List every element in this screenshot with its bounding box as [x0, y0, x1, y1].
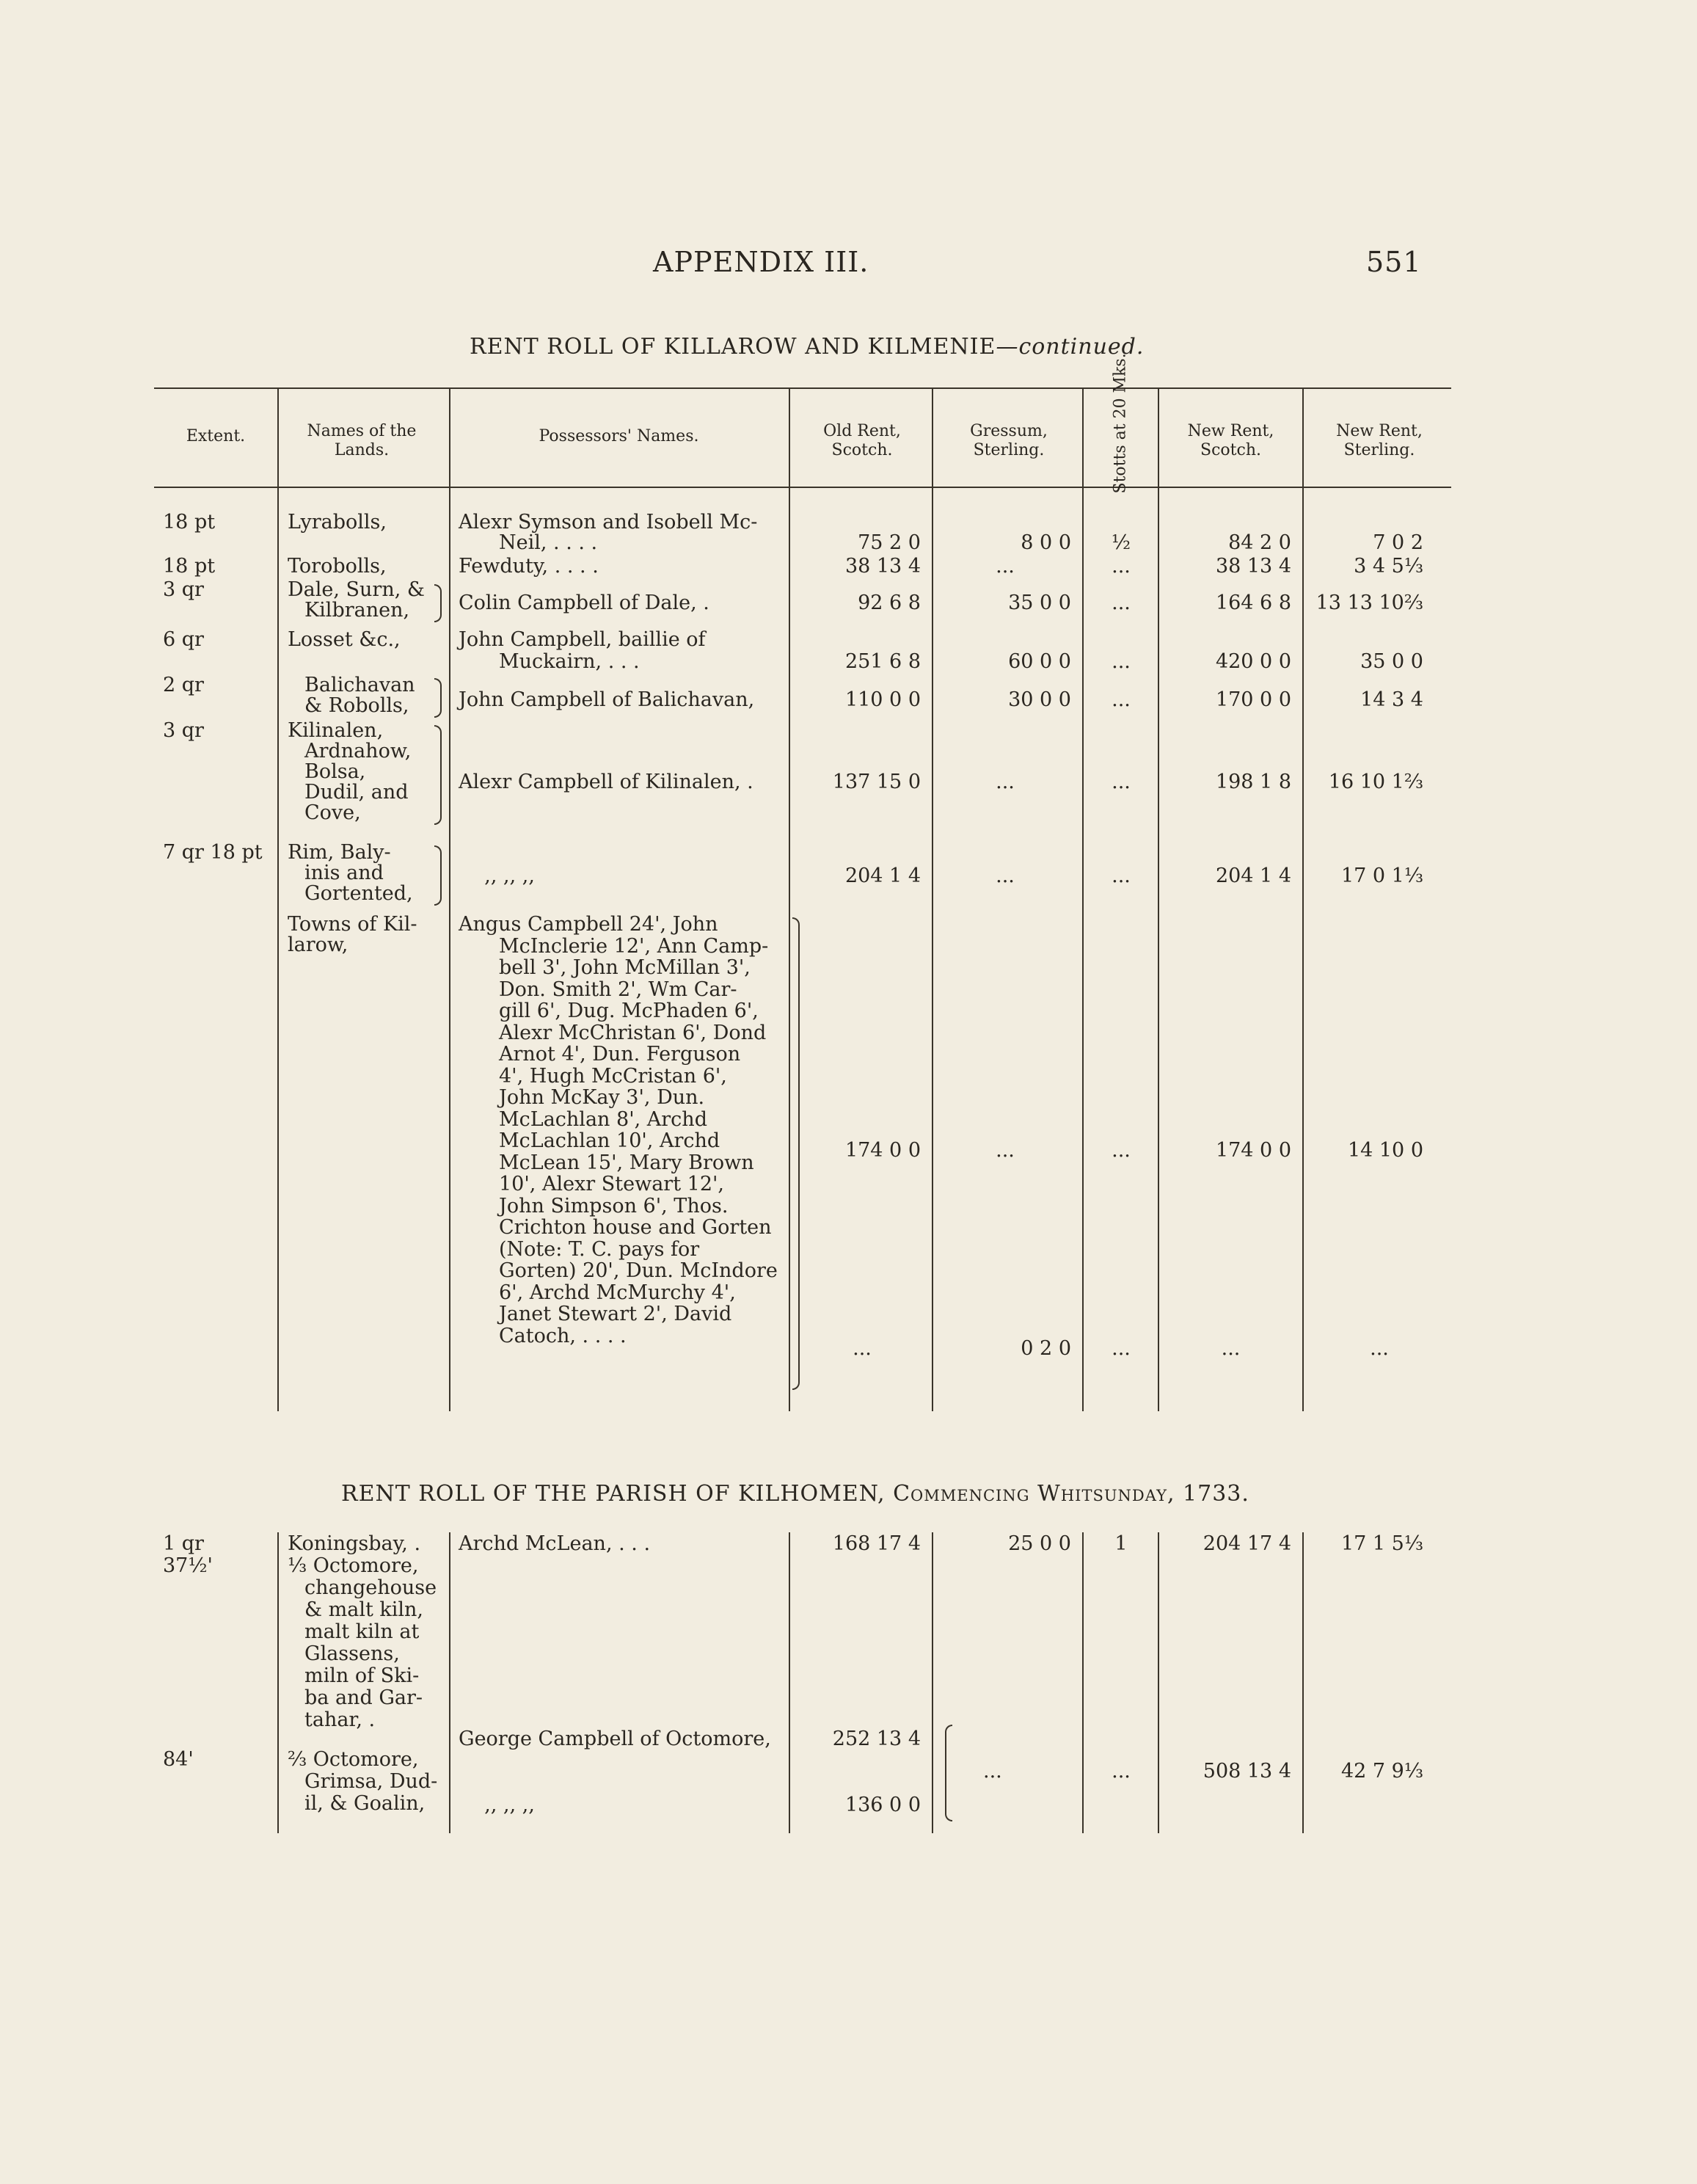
extent-cell: 3 qr — [163, 719, 204, 742]
gressum-cell: ... — [996, 1139, 1015, 1162]
possessor-line: Colin Campbell of Dale, . — [459, 592, 709, 614]
col-header-possessors: Possessors' Names. — [539, 427, 699, 445]
stotts-cell: 1 — [1114, 1532, 1128, 1555]
col-divider — [1302, 387, 1304, 1411]
new-scotch-cell: 170 0 0 — [1215, 688, 1291, 711]
new-scotch-cell: 164 6 8 — [1215, 592, 1291, 614]
possessor-line: John Simpson 6', Thos. — [499, 1194, 729, 1217]
gressum-cell: 35 0 0 — [1008, 592, 1071, 614]
lands-line: Dudil, and — [304, 781, 409, 804]
new-scotch-cell: 84 2 0 — [1228, 531, 1291, 554]
extent-cell: 3 qr — [163, 578, 204, 601]
lands-line: Ardnahow, — [304, 740, 412, 762]
lands-line: Glassens, — [304, 1642, 400, 1665]
extent-cell: 18 pt — [163, 511, 216, 534]
new-scotch-cell: 174 0 0 — [1215, 1139, 1291, 1162]
stotts-cell: ... — [1112, 864, 1131, 887]
possessor-line: bell 3', John McMillan 3', — [499, 956, 751, 979]
gressum-cell: ... — [983, 1760, 1002, 1783]
col-divider — [1082, 387, 1084, 1411]
lands-line: changehouse — [304, 1576, 437, 1599]
lands-line: Gortented, — [304, 882, 413, 905]
lands-line: & Robolls, — [304, 694, 409, 717]
old-rent-cell: 92 6 8 — [858, 592, 921, 614]
new-scotch-cell: 204 17 4 — [1203, 1532, 1291, 1555]
new-scotch-cell: 198 1 8 — [1215, 771, 1291, 793]
col-header-lands: Names of the Lands. — [307, 422, 417, 459]
possessor-line: John Campbell, baillie of — [459, 628, 706, 651]
lands-line: il, & Goalin, — [304, 1792, 426, 1815]
stotts-cell: ... — [1112, 650, 1131, 673]
extent-cell: 37½' — [163, 1554, 213, 1577]
lands-line: Bolsa, — [304, 760, 366, 783]
extent-cell: 18 pt — [163, 555, 216, 578]
extent-cell: 6 qr — [163, 628, 204, 651]
possessor-line: Catoch, . . . . — [499, 1324, 627, 1347]
new-sterling-cell: 7 0 2 — [1373, 531, 1423, 554]
bracket — [434, 678, 442, 718]
old-rent-cell: 168 17 4 — [832, 1532, 921, 1555]
possessor-line: McLachlan 10', Archd — [499, 1129, 720, 1152]
table2-title — [341, 1481, 1249, 1507]
col-divider — [277, 387, 279, 1411]
col-header-gressum: Gressum, Sterling. — [970, 422, 1048, 459]
possessor-line: Arnot 4', Dun. Ferguson — [499, 1043, 741, 1066]
new-scotch-cell: 204 1 4 — [1215, 864, 1291, 887]
table-top-rule — [154, 387, 1451, 389]
bracket — [945, 1725, 952, 1821]
new-sterling-cell: 17 1 5⅓ — [1340, 1532, 1423, 1555]
new-scotch-cell: ... — [1221, 1337, 1241, 1360]
lands-line: Towns of Kil- — [288, 913, 417, 936]
old-rent-cell: 252 13 4 — [832, 1728, 921, 1750]
old-rent-cell: 251 6 8 — [844, 650, 921, 673]
new-sterling-cell: 42 7 9⅓ — [1340, 1760, 1423, 1783]
possessor-line: McInclerie 12', Ann Camp- — [499, 934, 769, 958]
possessor-line: McLachlan 8', Archd — [499, 1107, 707, 1131]
stotts-cell: ... — [1112, 1760, 1131, 1783]
extent-cell: 2 qr — [163, 674, 204, 696]
col-divider — [1158, 1532, 1159, 1833]
table1-title — [470, 334, 1144, 360]
lands-line: tahar, . — [304, 1708, 376, 1731]
possessor-line: 6', Archd McMurchy 4', — [499, 1281, 736, 1304]
old-rent-cell: 136 0 0 — [844, 1794, 921, 1816]
possessor-line: 4', Hugh McCristan 6', — [499, 1064, 727, 1088]
stotts-cell: ... — [1112, 688, 1131, 711]
possessor-line: Gorten) 20', Dun. McIndore — [499, 1259, 778, 1282]
col-divider — [932, 1532, 933, 1833]
stotts-cell: ½ — [1111, 531, 1131, 554]
new-sterling-cell: 17 0 1⅓ — [1340, 864, 1423, 887]
new-sterling-cell: 14 3 4 — [1360, 688, 1423, 711]
new-scotch-cell: 420 0 0 — [1215, 650, 1291, 673]
gressum-cell: ... — [996, 864, 1015, 887]
extent-cell: 1 qr — [163, 1532, 204, 1555]
bracket — [434, 584, 442, 622]
new-scotch-cell: 508 13 4 — [1203, 1760, 1291, 1783]
page-number: 551 — [1366, 246, 1422, 278]
running-head: APPENDIX III. — [653, 246, 869, 278]
gressum-cell: 0 2 0 — [1021, 1337, 1071, 1360]
lands-line: Rim, Baly- — [288, 841, 391, 864]
possessor-line: Fewduty, . . . . — [459, 555, 599, 578]
old-rent-cell: 38 13 4 — [844, 555, 921, 578]
new-scotch-cell: 38 13 4 — [1215, 555, 1291, 578]
lands-line: & malt kiln, — [304, 1598, 423, 1621]
stotts-cell: ... — [1112, 1337, 1131, 1360]
old-rent-cell: ... — [853, 1337, 872, 1360]
table1-title-main: RENT ROLL OF KILLAROW AND KILMENIE — [470, 334, 996, 360]
old-rent-cell: 174 0 0 — [844, 1139, 921, 1162]
gressum-cell: 60 0 0 — [1008, 650, 1071, 673]
lands-line: Balichavan — [304, 674, 415, 696]
possessor-line: 10', Alexr Stewart 12', — [499, 1173, 725, 1195]
old-rent-cell: 110 0 0 — [844, 688, 921, 711]
col-header-extent: Extent. — [186, 427, 246, 445]
lands-line: Dale, Surn, & — [288, 578, 425, 601]
gressum-cell: 25 0 0 — [1008, 1532, 1071, 1555]
possessor-line: John Campbell of Balichavan, — [459, 688, 755, 711]
possessor-line: Angus Campbell 24', John — [459, 913, 718, 936]
possessor-line: John McKay 3', Dun. — [499, 1086, 705, 1109]
bracket — [434, 725, 442, 825]
col-divider — [1302, 1532, 1304, 1833]
lands-line: Grimsa, Dud- — [304, 1770, 438, 1793]
col-divider — [277, 1532, 279, 1833]
extent-cell: 7 qr 18 pt — [163, 841, 263, 864]
gressum-cell: 30 0 0 — [1008, 688, 1071, 711]
old-rent-cell: 137 15 0 — [832, 771, 921, 793]
table2-title-main: RENT ROLL OF THE PARISH OF KILHOMEN, — [341, 1481, 894, 1507]
new-sterling-cell: 14 10 0 — [1347, 1139, 1423, 1162]
lands-line: inis and — [304, 862, 384, 884]
col-header-old-rent: Old Rent, Scotch. — [823, 422, 901, 459]
possessor-line: Alexr Campbell of Kilinalen, . — [459, 771, 753, 793]
col-header-new-sterling: New Rent, Sterling. — [1336, 422, 1423, 459]
lands-cell: Losset &c., — [288, 628, 401, 651]
possessor-line: ‚‚ ‚‚ ‚‚ — [484, 864, 535, 887]
new-sterling-cell: ... — [1370, 1337, 1389, 1360]
gressum-cell: ... — [996, 771, 1015, 793]
possessor-line: Janet Stewart 2', David — [499, 1303, 732, 1325]
table-head-rule — [154, 487, 1451, 488]
possessor-line: Don. Smith 2', Wm Car- — [499, 978, 737, 1001]
bracket — [434, 845, 442, 906]
stotts-cell: ... — [1112, 592, 1131, 614]
new-sterling-cell: 16 10 1⅔ — [1328, 771, 1423, 793]
col-divider — [449, 387, 450, 1411]
table1-title-suffix: —continued. — [996, 334, 1145, 360]
gressum-cell: ... — [996, 555, 1015, 578]
table2-title-year: 1733. — [1175, 1481, 1249, 1507]
col-divider — [1082, 1532, 1084, 1833]
lands-cell: Lyrabolls, — [288, 511, 387, 534]
col-divider — [932, 387, 933, 1411]
possessor-line: George Campbell of Octomore, — [459, 1728, 771, 1750]
possessor-line: Alexr Symson and Isobell Mc- — [459, 511, 758, 534]
lands-line: ⅓ Octomore, — [288, 1554, 419, 1577]
lands-line: larow, — [288, 933, 348, 956]
col-header-stotts: Stotts at 20 Mks. — [1111, 353, 1130, 494]
lands-cell: Koningsbay, . — [288, 1532, 421, 1555]
lands-line: ⅔ Octomore, — [288, 1748, 419, 1771]
possessor-line: Neil, . . . . — [499, 531, 598, 554]
possessor-line: gill 6', Dug. McPhaden 6', — [499, 1000, 759, 1022]
lands-line: miln of Ski- — [304, 1664, 420, 1687]
possessor-line: ‚‚ ‚‚ ‚‚ — [484, 1794, 535, 1816]
possessor-line: Crichton house and Gorten — [499, 1216, 772, 1239]
table2-title-small: Commencing Whitsunday, — [893, 1481, 1175, 1507]
new-sterling-cell: 13 13 10⅔ — [1315, 592, 1423, 614]
old-rent-cell: 204 1 4 — [844, 864, 921, 887]
lands-line: malt kiln at — [304, 1620, 420, 1643]
lands-line: Cove, — [304, 801, 361, 824]
new-sterling-cell: 35 0 0 — [1360, 650, 1423, 673]
old-rent-cell: 75 2 0 — [858, 531, 921, 554]
lands-line: ba and Gar- — [304, 1686, 423, 1709]
lands-line: Kilbranen, — [304, 599, 410, 622]
possessor-line: Alexr McChristan 6', Dond — [499, 1021, 767, 1044]
extent-cell: 84' — [163, 1748, 194, 1771]
gressum-cell: 8 0 0 — [1021, 531, 1071, 554]
col-divider — [449, 1532, 450, 1833]
col-divider — [789, 1532, 790, 1833]
new-sterling-cell: 3 4 5⅓ — [1354, 555, 1423, 578]
possessor-line: Muckairn, . . . — [499, 650, 640, 673]
possessor-line: (Note: T. C. pays for — [499, 1237, 700, 1261]
lands-line: Kilinalen, — [288, 719, 384, 742]
col-divider — [789, 387, 790, 1411]
possessor-line: Archd McLean, . . . — [459, 1532, 651, 1555]
col-header-new-scotch: New Rent, Scotch. — [1187, 422, 1274, 459]
lands-cell: Torobolls, — [288, 555, 387, 578]
stotts-cell: ... — [1112, 555, 1131, 578]
possessor-line: McLean 15', Mary Brown — [499, 1151, 754, 1174]
stotts-cell: ... — [1112, 771, 1131, 793]
stotts-cell: ... — [1112, 1139, 1131, 1162]
